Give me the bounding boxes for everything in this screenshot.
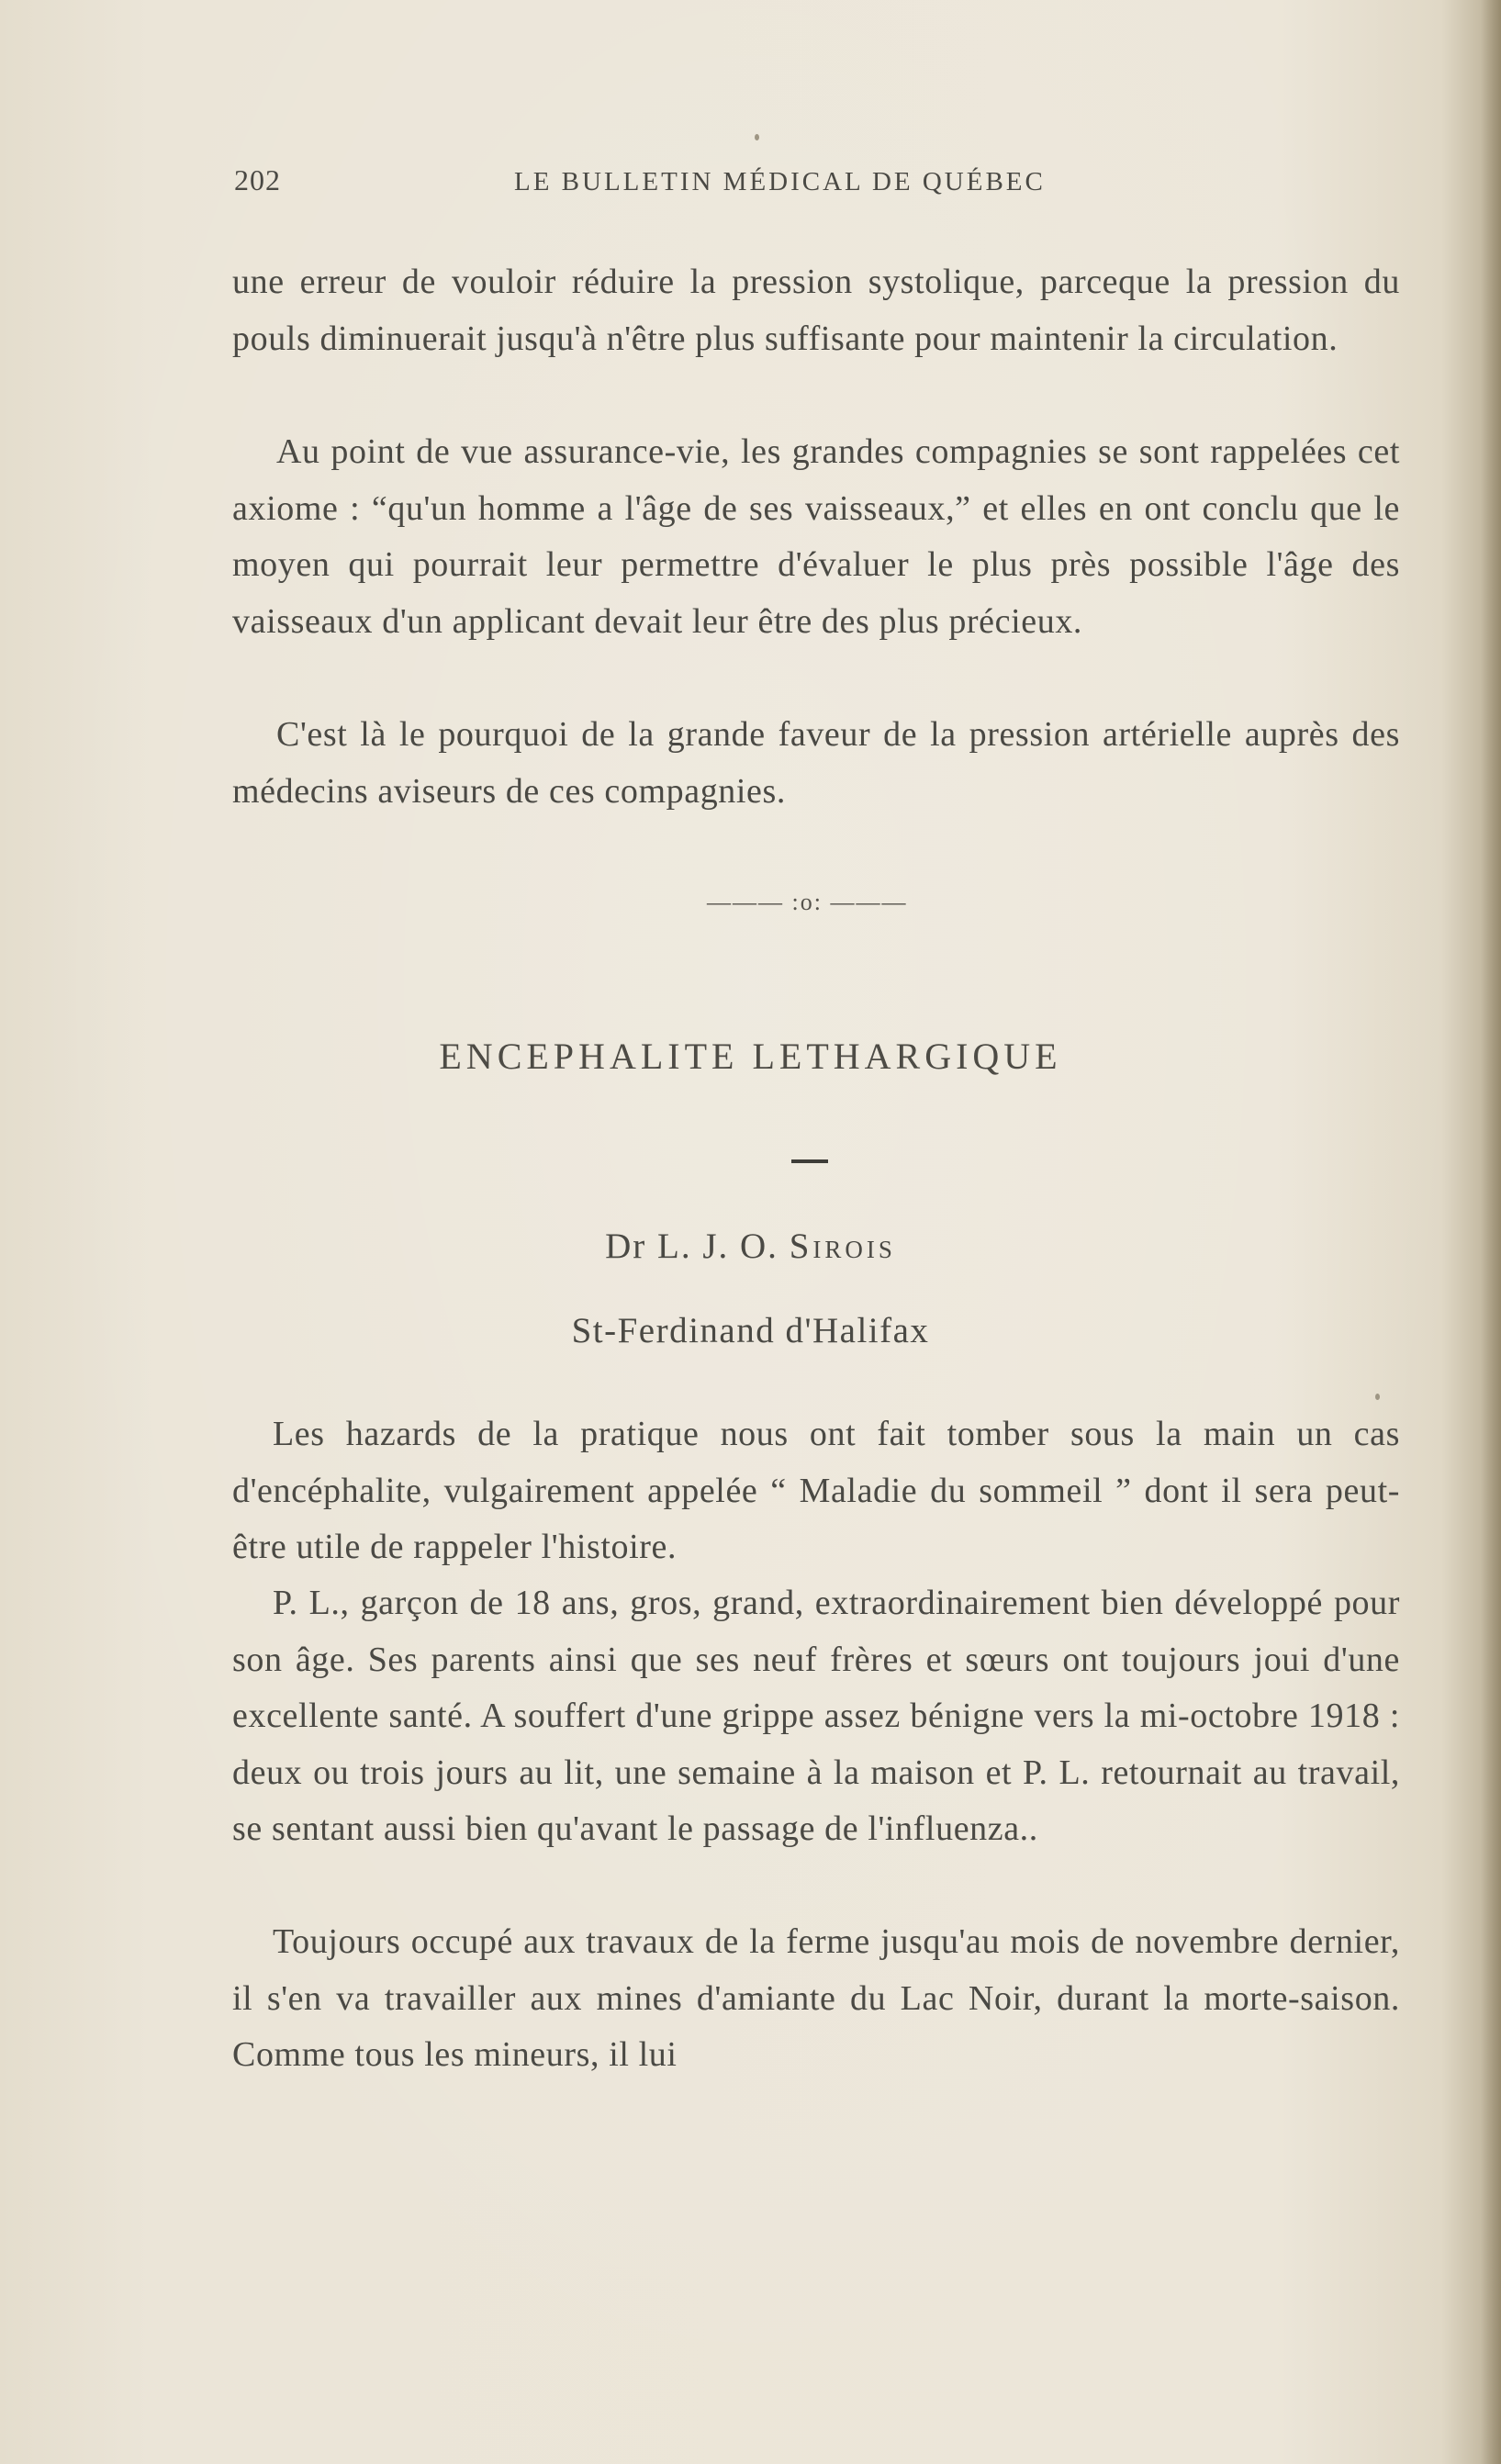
article-title: ENCEPHALITE LETHARGIQUE xyxy=(439,1036,1062,1077)
author-initials: Dr L. J. O. xyxy=(605,1226,779,1266)
journal-title: LE BULLETIN MÉDICAL DE QUÉBEC xyxy=(514,167,1046,196)
paragraph-intro: Les hazards de la pratique nous ont fait tomber sous la main un cas d'encéphalite, vulgairement appelée “ Maladie du sommeil ” dont il sera peut-être utile de rappeler l'histoire. xyxy=(232,1415,1400,1566)
paragraph-case-history: P. L., garçon de 18 ans, gros, grand, extraordinairement bien développé pour son âge. Ses parents ainsi que ses neuf frères et sœurs ont toujours joui d'une excellente santé. A souffert d'une grippe assez bénigne vers la mi-octobre 1918 : deux ou trois jours au lit, une semaine à la maison et P. L. retournait au travail, se sentant aussi bien qu'avant le passage de l'influenza.. xyxy=(232,1584,1400,1848)
author-surname: Sirois xyxy=(789,1226,896,1266)
running-head xyxy=(234,163,1400,209)
paper-speck xyxy=(1375,1394,1380,1400)
paragraph-assurance-vie: Au point de vue assurance-vie, les grandes compagnies se sont rappelées cet axiome : “qu'un homme a l'âge de ses vaisseaux,” et elles en ont conclu que le moyen qui pourrait leur permettre d'évaluer le plus près possible l'âge des vaisseaux d'un applicant devait leur être des plus précieux. xyxy=(232,432,1400,641)
paper-speck xyxy=(755,134,759,140)
paragraph-continuation: une erreur de vouloir réduire la pression systolique, parceque la pression du pouls diminuerait jusqu'à n'être plus suffisante pour maintenir la circulation. xyxy=(232,263,1400,358)
author-location: St-Ferdinand d'Halifax xyxy=(571,1311,930,1350)
title-rule xyxy=(791,1159,828,1163)
section-separator: ——— :o: ——— xyxy=(707,889,908,915)
paragraph-occupation: Toujours occupé aux travaux de la ferme jusqu'au mois de novembre dernier, il s'en va travailler aux mines d'amiante du Lac Noir, durant la morte-saison. Comme tous les mineurs, il lui xyxy=(232,1922,1400,2074)
author-line xyxy=(0,1226,1501,1267)
page-number: 202 xyxy=(234,163,281,196)
paragraph-conclusion: C'est là le pourquoi de la grande faveur de la pression artérielle auprès des médecins aviseurs de ces compagnies. xyxy=(232,715,1400,811)
